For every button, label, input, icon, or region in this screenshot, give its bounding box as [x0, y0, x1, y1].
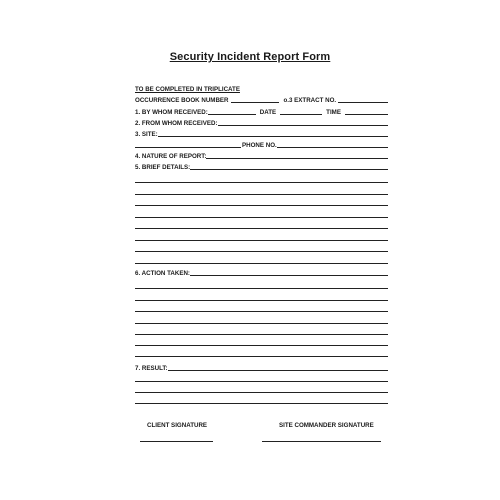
- action-taken-label: 6. ACTION TAKEN:: [135, 270, 190, 277]
- by-whom-received-field[interactable]: [208, 114, 256, 115]
- row-phone: [135, 139, 388, 149]
- from-whom-received-field[interactable]: [218, 125, 388, 126]
- result-line[interactable]: [135, 403, 388, 404]
- row-action-taken: [135, 267, 388, 277]
- action-taken-line[interactable]: [135, 323, 388, 324]
- brief-details-line[interactable]: [135, 182, 388, 183]
- extract-no-label: o.3 EXTRACT NO.: [283, 97, 337, 104]
- phone-no-field[interactable]: [277, 147, 388, 148]
- row-from-whom-received: [135, 117, 388, 127]
- row-occurrence-book: [135, 94, 388, 104]
- action-taken-line[interactable]: [135, 311, 388, 312]
- form-title: Security Incident Report Form: [169, 51, 331, 63]
- action-taken-line[interactable]: [135, 356, 388, 357]
- site-field[interactable]: [158, 136, 388, 137]
- result-line[interactable]: [135, 381, 388, 382]
- date-label: DATE: [259, 109, 277, 116]
- site-label: 3. SITE:: [135, 131, 158, 138]
- brief-details-line[interactable]: [135, 217, 388, 218]
- result-field[interactable]: [168, 370, 388, 371]
- nature-of-report-field[interactable]: [206, 158, 388, 159]
- site-commander-signature-line[interactable]: [262, 441, 381, 442]
- brief-details-line[interactable]: [135, 251, 388, 252]
- occurrence-book-label: OCCURRENCE BOOK NUMBER: [135, 97, 229, 104]
- action-taken-line[interactable]: [135, 288, 388, 289]
- brief-details-line[interactable]: [135, 263, 388, 264]
- extract-no-field[interactable]: [338, 102, 388, 103]
- nature-of-report-label: 4. NATURE OF REPORT:: [135, 153, 207, 160]
- brief-details-line[interactable]: [135, 194, 388, 195]
- row-nature-of-report: [135, 150, 388, 160]
- brief-details-line[interactable]: [135, 205, 388, 206]
- row-result: [135, 362, 388, 372]
- result-label: 7. RESULT:: [135, 365, 168, 372]
- time-label: TIME: [326, 109, 341, 116]
- action-taken-line[interactable]: [135, 300, 388, 301]
- site-continuation-field[interactable]: [135, 147, 241, 148]
- client-signature-label: CLIENT SIGNATURE: [147, 422, 208, 429]
- row-site: [135, 128, 388, 138]
- client-signature-line[interactable]: [140, 441, 213, 442]
- row-by-whom-received: [135, 106, 388, 116]
- from-whom-received-label: 2. FROM WHOM RECEIVED:: [135, 120, 218, 127]
- brief-details-line[interactable]: [135, 228, 388, 229]
- action-taken-line[interactable]: [135, 334, 388, 335]
- row-brief-details: [135, 161, 388, 171]
- site-commander-signature-label: SITE COMMANDER SIGNATURE: [279, 422, 374, 429]
- brief-details-field[interactable]: [190, 169, 388, 170]
- phone-no-label: PHONE NO.: [242, 142, 277, 149]
- form-subtitle: TO BE COMPLETED IN TRIPLICATE: [135, 86, 240, 93]
- brief-details-label: 5. BRIEF DETAILS:: [135, 164, 191, 171]
- date-field[interactable]: [280, 114, 322, 115]
- by-whom-received-label: 1. BY WHOM RECEIVED:: [135, 109, 208, 116]
- action-taken-field[interactable]: [190, 275, 388, 276]
- brief-details-line[interactable]: [135, 240, 388, 241]
- action-taken-line[interactable]: [135, 345, 388, 346]
- result-line[interactable]: [135, 392, 388, 393]
- occurrence-book-field[interactable]: [231, 102, 279, 103]
- time-field[interactable]: [345, 114, 388, 115]
